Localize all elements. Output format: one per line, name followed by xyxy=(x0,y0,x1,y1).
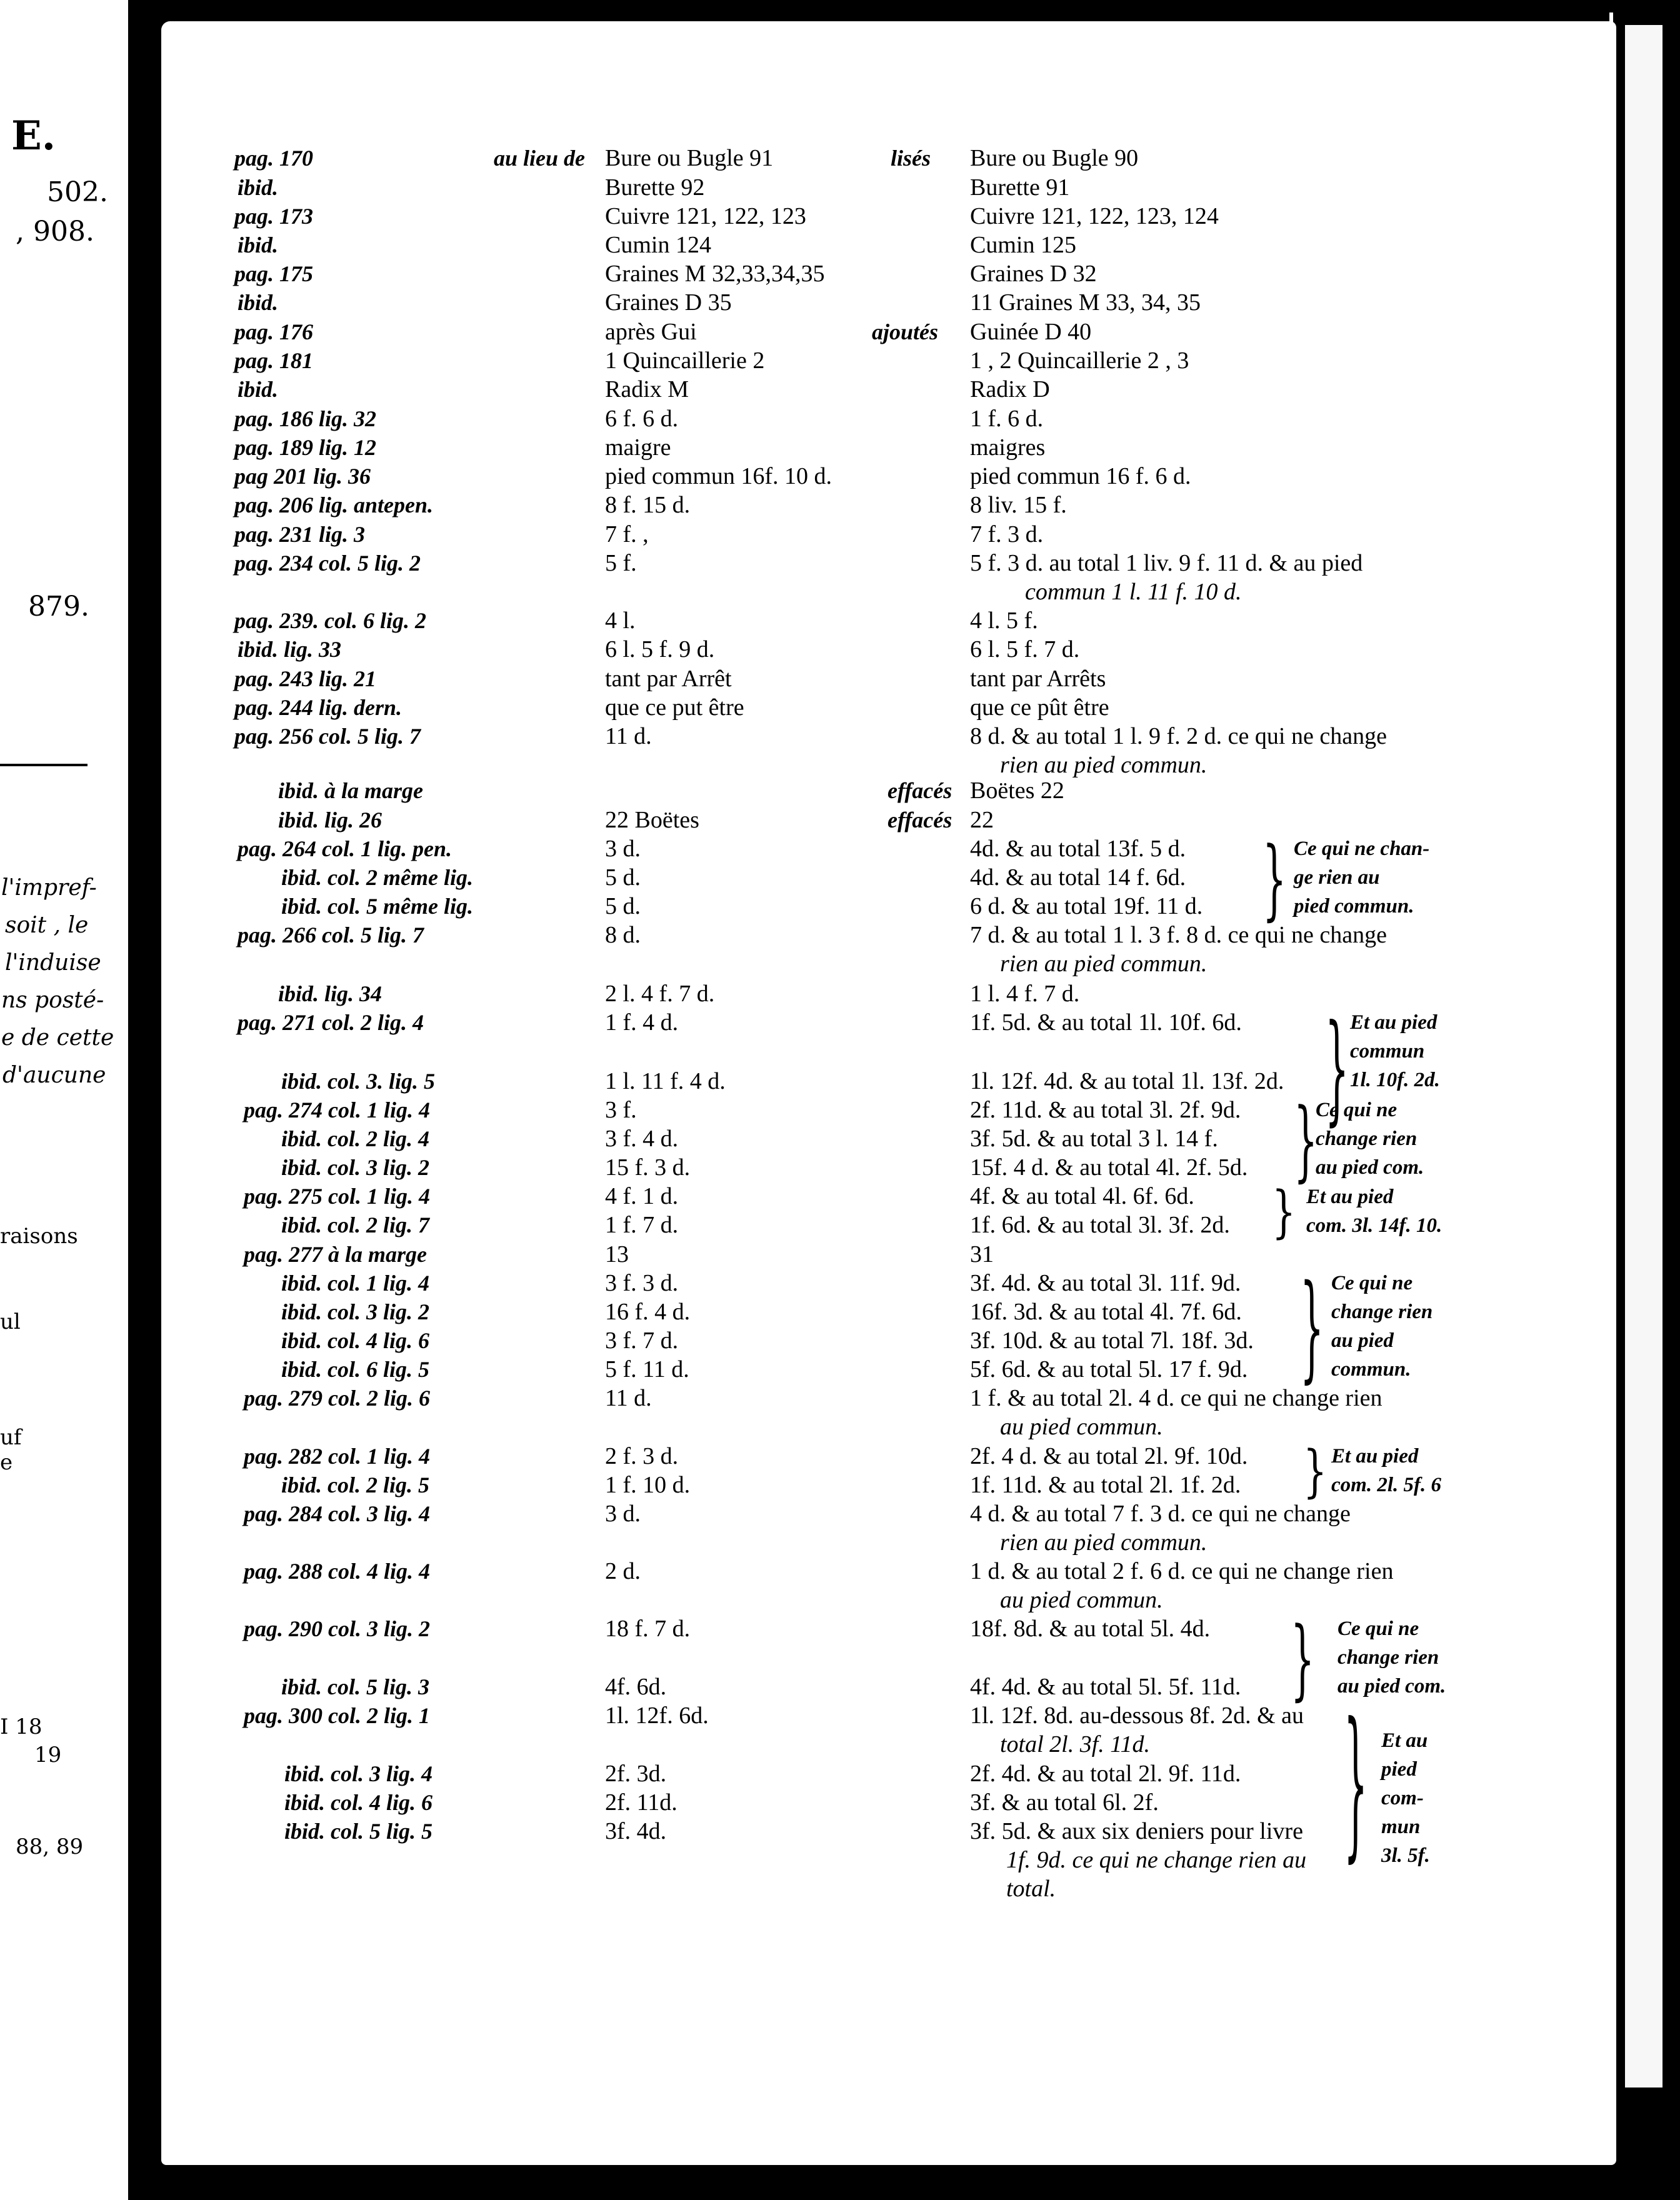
row-reference: pag. 244 lig. dern. xyxy=(234,695,402,720)
row-correct-reading: 16f. 3d. & au total 4l. 7f. 6d. xyxy=(970,1299,1242,1325)
row-reference: ibid. col. 5 lig. 5 xyxy=(284,1819,432,1844)
row-correct-continuation: rien au pied commun. xyxy=(1000,1529,1208,1556)
brace-note-line: mun xyxy=(1381,1816,1421,1838)
row-wrong-reading: après Gui xyxy=(605,319,697,345)
row-reference: ibid. lig. 26 xyxy=(278,808,382,832)
row-correct-continuation: total. xyxy=(1006,1876,1056,1902)
row-correct-reading: 3f. 4d. & au total 3l. 11f. 9d. xyxy=(970,1270,1241,1296)
row-wrong-reading: 2 d. xyxy=(605,1558,641,1584)
row-wrong-reading: 2 l. 4 f. 7 d. xyxy=(605,981,715,1007)
row-reference: pag. 175 xyxy=(234,261,313,286)
row-wrong-reading: maigre xyxy=(605,434,671,461)
row-wrong-reading: Graines M 32,33,34,35 xyxy=(605,261,825,287)
brace-note-line: com. 3l. 14f. 10. xyxy=(1306,1214,1442,1237)
row-wrong-reading: 22 Boëtes xyxy=(605,807,699,833)
row-wrong-reading: 6 f. 6 d. xyxy=(605,406,679,432)
row-wrong-reading: que ce put être xyxy=(605,694,744,721)
brace-icon: } xyxy=(1272,1179,1296,1246)
header-ajoutez: ajoutés xyxy=(872,319,939,344)
row-reference: pag. 256 col. 5 lig. 7 xyxy=(234,724,421,749)
row-reference: pag. 231 lig. 3 xyxy=(234,522,366,547)
row-wrong-reading: 2f. 3d. xyxy=(605,1761,667,1787)
row-wrong-reading: 8 f. 15 d. xyxy=(605,492,691,518)
header-lisez: lisés xyxy=(891,146,931,171)
row-reference: ibid. col. 4 lig. 6 xyxy=(281,1328,429,1353)
left-page-number: 88, 89 xyxy=(16,1834,84,1859)
brace-note-line: Ce qui ne xyxy=(1331,1272,1413,1294)
row-reference: pag. 279 col. 2 lig. 6 xyxy=(244,1386,430,1411)
row-correct-continuation: commun 1 l. 11 f. 10 d. xyxy=(1025,579,1242,605)
row-wrong-reading: 11 d. xyxy=(605,723,652,749)
row-correct-reading: 3f. & au total 6l. 2f. xyxy=(970,1789,1159,1816)
brace-note-line: change rien xyxy=(1316,1128,1418,1150)
brace-icon: } xyxy=(1325,1000,1349,1139)
row-correct-reading: 1 f. & au total 2l. 4 d. ce qui ne change rien xyxy=(970,1385,1382,1411)
row-wrong-reading: 3 f. 7 d. xyxy=(605,1328,679,1354)
row-reference: pag. 264 col. 1 lig. pen. xyxy=(238,836,452,861)
row-wrong-reading: 1 f. 10 d. xyxy=(605,1472,691,1498)
row-correct-reading: 5 f. 3 d. au total 1 liv. 9 f. 11 d. & au pied xyxy=(970,550,1363,576)
row-wrong-reading: Bure ou Bugle 91 xyxy=(605,145,774,171)
left-page-word: uf xyxy=(0,1425,22,1450)
row-wrong-reading: 11 d. xyxy=(605,1385,652,1411)
row-reference: pag. 266 col. 5 lig. 7 xyxy=(238,922,424,948)
row-reference: ibid. col. 3. lig. 5 xyxy=(281,1069,435,1094)
brace-icon: } xyxy=(1291,1609,1315,1711)
row-reference: ibid. col. 3 lig. 4 xyxy=(284,1761,432,1786)
row-wrong-reading: Burette 92 xyxy=(605,174,705,201)
row-wrong-reading: 5 f. 11 d. xyxy=(605,1356,689,1382)
row-wrong-reading: Cuivre 121, 122, 123 xyxy=(605,203,806,229)
row-reference: ibid. col. 2 même lig. xyxy=(281,865,473,890)
row-correct-reading: 7 f. 3 d. xyxy=(970,521,1044,548)
row-reference: pag. 234 col. 5 lig. 2 xyxy=(234,551,421,576)
left-page-title: E. xyxy=(11,112,56,159)
row-correct-reading: 11 Graines M 33, 34, 35 xyxy=(970,289,1201,316)
row-reference: pag 201 lig. 36 xyxy=(234,464,371,489)
left-page-number: I 18 xyxy=(0,1714,42,1739)
row-reference: pag. 181 xyxy=(234,348,313,373)
row-correct-reading: 1l. 12f. 8d. au-dessous 8f. 2d. & au xyxy=(970,1702,1304,1729)
brace-note-line: 1l. 10f. 2d. xyxy=(1350,1069,1440,1091)
row-wrong-reading: 2f. 11d. xyxy=(605,1789,678,1816)
row-correct-reading: 3f. 5d. & aux six deniers pour livre xyxy=(970,1818,1303,1844)
row-wrong-reading: Cumin 124 xyxy=(605,232,711,258)
row-correct-reading: 6 d. & au total 19f. 11 d. xyxy=(970,893,1203,919)
row-correct-reading: 1f. 11d. & au total 2l. 1f. 2d. xyxy=(970,1472,1241,1498)
left-page-line: e de cette xyxy=(1,1025,114,1051)
row-correct-reading: Graines D 32 xyxy=(970,261,1097,287)
brace-note-line: pied xyxy=(1381,1758,1417,1781)
brace-note-line: au pied com. xyxy=(1338,1675,1446,1698)
row-wrong-reading: 3 f. 4 d. xyxy=(605,1126,679,1152)
row-correct-reading: tant par Arrêts xyxy=(970,666,1106,692)
left-page-number: 879. xyxy=(28,591,89,622)
brace-note-line: au pied xyxy=(1331,1329,1394,1352)
brace-note-line: Et au pied xyxy=(1350,1011,1438,1034)
row-correct-reading: 6 l. 5 f. 7 d. xyxy=(970,636,1080,662)
row-wrong-reading: 6 l. 5 f. 9 d. xyxy=(605,636,715,662)
row-correct-reading: Guinée D 40 xyxy=(970,319,1092,345)
brace-icon: } xyxy=(1303,1439,1328,1505)
row-correct-reading: 4f. 4d. & au total 5l. 5f. 11d. xyxy=(970,1674,1241,1700)
row-correct-reading: pied commun 16 f. 6 d. xyxy=(970,463,1191,489)
brace-icon: } xyxy=(1300,1261,1324,1396)
row-correct-reading: 1 f. 6 d. xyxy=(970,406,1044,432)
row-reference: ibid. col. 6 lig. 5 xyxy=(281,1357,429,1382)
row-wrong-reading: 18 f. 7 d. xyxy=(605,1616,691,1642)
left-page-rule xyxy=(0,764,88,766)
row-reference: pag. 170 xyxy=(234,146,313,171)
row-correct-reading: 1 , 2 Quincaillerie 2 , 3 xyxy=(970,348,1189,374)
row-correct-reading: 7 d. & au total 1 l. 3 f. 8 d. ce qui ne change xyxy=(970,922,1387,948)
left-page-line: l'induise xyxy=(5,950,101,976)
left-page-line: d'aucune xyxy=(2,1062,106,1088)
row-wrong-reading: pied commun 16f. 10 d. xyxy=(605,463,832,489)
row-wrong-reading: 3 f. xyxy=(605,1097,637,1123)
row-reference: ibid. col. 2 lig. 5 xyxy=(281,1472,429,1498)
header-effacez: effacés xyxy=(888,778,952,803)
header-effacez: effacés xyxy=(888,808,952,832)
row-reference: pag. 186 lig. 32 xyxy=(234,406,377,431)
row-wrong-reading: 15 f. 3 d. xyxy=(605,1154,691,1181)
brace-note-line: Et au pied xyxy=(1306,1186,1394,1208)
row-correct-reading: 1l. 12f. 4d. & au total 1l. 13f. 2d. xyxy=(970,1068,1284,1094)
row-correct-reading: 18f. 8d. & au total 5l. 4d. xyxy=(970,1616,1211,1642)
left-page-number: 502. xyxy=(47,176,108,208)
row-correct-continuation: rien au pied commun. xyxy=(1000,951,1208,977)
row-reference: pag. 288 col. 4 lig. 4 xyxy=(244,1559,430,1584)
row-reference: pag. 275 col. 1 lig. 4 xyxy=(244,1184,430,1209)
brace-icon: } xyxy=(1344,1689,1368,1879)
row-correct-reading: Radix D xyxy=(970,376,1050,402)
row-reference: ibid. col. 5 même lig. xyxy=(281,894,473,919)
header-au-lieu-de: au lieu de xyxy=(494,146,586,171)
row-reference: ibid. xyxy=(238,175,279,200)
row-wrong-reading: 4 l. xyxy=(605,608,636,634)
row-correct-continuation: rien au pied commun. xyxy=(1000,752,1208,778)
row-reference: ibid. lig. 34 xyxy=(278,981,382,1006)
row-wrong-reading: 5 d. xyxy=(605,864,641,891)
row-wrong-reading: 3 f. 3 d. xyxy=(605,1270,679,1296)
row-wrong-reading: 3f. 4d. xyxy=(605,1818,667,1844)
row-correct-reading: 3f. 10d. & au total 7l. 18f. 3d. xyxy=(970,1328,1254,1354)
row-correct-reading: 4d. & au total 14 f. 6d. xyxy=(970,864,1186,891)
row-correct-continuation: au pied commun. xyxy=(1000,1414,1163,1440)
row-correct-reading: Burette 91 xyxy=(970,174,1070,201)
brace-note-line: 3l. 5f. xyxy=(1381,1844,1430,1867)
row-correct-reading: maigres xyxy=(970,434,1046,461)
row-correct-reading: 1 l. 4 f. 7 d. xyxy=(970,981,1080,1007)
row-reference: ibid. xyxy=(238,232,279,258)
row-reference: pag. 274 col. 1 lig. 4 xyxy=(244,1098,430,1122)
row-wrong-reading: 1 l. 11 f. 4 d. xyxy=(605,1068,726,1094)
brace-note-line: com. 2l. 5f. 6 xyxy=(1331,1474,1441,1496)
row-correct-reading: 22 xyxy=(970,807,994,833)
brace-note-line: commun xyxy=(1350,1040,1425,1062)
brace-note-line: change rien xyxy=(1338,1646,1439,1669)
row-correct-reading: 5f. 6d. & au total 5l. 17 f. 9d. xyxy=(970,1356,1248,1382)
row-reference: ibid. col. 5 lig. 3 xyxy=(281,1674,429,1699)
row-correct-reading: Cumin 125 xyxy=(970,232,1076,258)
row-correct-reading: 15f. 4 d. & au total 4l. 2f. 5d. xyxy=(970,1154,1248,1181)
row-wrong-reading: 3 d. xyxy=(605,1501,641,1527)
row-reference: pag. 277 à la marge xyxy=(244,1242,427,1267)
brace-note-line: commun. xyxy=(1331,1358,1411,1381)
left-page-word: ul xyxy=(0,1309,21,1334)
left-page-line: ns posté- xyxy=(1,988,104,1013)
left-page-line: soit , le xyxy=(5,912,89,938)
row-reference: pag. 173 xyxy=(234,204,313,229)
row-reference: ibid. xyxy=(238,290,279,315)
left-page-number: , 908. xyxy=(16,216,94,248)
row-wrong-reading: Radix M xyxy=(605,376,689,402)
row-correct-reading: 1f. 5d. & au total 1l. 10f. 6d. xyxy=(970,1009,1242,1036)
row-reference: pag. 239. col. 6 lig. 2 xyxy=(234,608,426,633)
left-page-word: raisons xyxy=(0,1224,78,1249)
row-wrong-reading: 3 d. xyxy=(605,836,641,862)
row-correct-reading: Cuivre 121, 122, 123, 124 xyxy=(970,203,1219,229)
row-reference: ibid. xyxy=(238,377,279,402)
row-correct-reading: 4 l. 5 f. xyxy=(970,608,1038,634)
row-reference: ibid. col. 3 lig. 2 xyxy=(281,1299,429,1324)
row-correct-reading: 2f. 4 d. & au total 2l. 9f. 10d. xyxy=(970,1443,1248,1469)
row-wrong-reading: 1 f. 7 d. xyxy=(605,1212,679,1238)
brace-note-line: com- xyxy=(1381,1787,1424,1809)
brace-note-line: Et au pied xyxy=(1331,1445,1419,1468)
brace-note-line: pied commun. xyxy=(1294,895,1414,918)
brace-icon: } xyxy=(1294,1090,1318,1192)
row-correct-reading: 4f. & au total 4l. 6f. 6d. xyxy=(970,1183,1194,1209)
row-reference: pag. 243 lig. 21 xyxy=(234,666,377,691)
brace-note-line: change rien xyxy=(1331,1301,1433,1323)
row-wrong-reading: 4 f. 1 d. xyxy=(605,1183,679,1209)
row-reference: ibid. à la marge xyxy=(278,778,423,803)
row-correct-reading: 2f. 4d. & au total 2l. 9f. 11d. xyxy=(970,1761,1241,1787)
row-correct-reading: 4 d. & au total 7 f. 3 d. ce qui ne change xyxy=(970,1501,1351,1527)
row-reference: pag. 290 col. 3 lig. 2 xyxy=(244,1616,430,1641)
row-reference: pag. 271 col. 2 lig. 4 xyxy=(238,1010,424,1035)
brace-note-line: Ce qui ne xyxy=(1338,1618,1419,1640)
left-page-word: e xyxy=(0,1450,13,1475)
row-reference: pag. 206 lig. antepen. xyxy=(234,492,434,518)
row-correct-reading: Bure ou Bugle 90 xyxy=(970,145,1139,171)
brace-note-line: au pied com. xyxy=(1316,1156,1424,1179)
brace-note-line: Ce qui ne chan- xyxy=(1294,838,1430,860)
row-reference: pag. 300 col. 2 lig. 1 xyxy=(244,1703,430,1728)
row-reference: pag. 189 lig. 12 xyxy=(234,435,377,460)
page-edge-strip xyxy=(1625,25,1662,2088)
row-correct-reading: Boëtes 22 xyxy=(970,778,1064,804)
row-correct-reading: 31 xyxy=(970,1241,994,1268)
row-correct-continuation: 1f. 9d. ce qui ne change rien au xyxy=(1006,1847,1307,1873)
row-reference: ibid. col. 2 lig. 4 xyxy=(281,1126,429,1151)
row-correct-reading: que ce pût être xyxy=(970,694,1109,721)
row-wrong-reading: Graines D 35 xyxy=(605,289,732,316)
row-wrong-reading: 4f. 6d. xyxy=(605,1674,667,1700)
row-correct-continuation: au pied commun. xyxy=(1000,1587,1163,1613)
left-page-number: 19 xyxy=(34,1742,62,1768)
row-wrong-reading: 2 f. 3 d. xyxy=(605,1443,679,1469)
brace-note-line: Et au xyxy=(1381,1729,1428,1752)
row-wrong-reading: 5 f. xyxy=(605,550,637,576)
row-reference: pag. 284 col. 3 lig. 4 xyxy=(244,1501,430,1526)
brace-icon: } xyxy=(1262,829,1287,931)
row-correct-reading: 1 d. & au total 2 f. 6 d. ce qui ne change rien xyxy=(970,1558,1394,1584)
row-correct-reading: 4d. & au total 13f. 5 d. xyxy=(970,836,1186,862)
brace-note-line: ge rien au xyxy=(1294,866,1380,889)
row-reference: pag. 282 col. 1 lig. 4 xyxy=(244,1444,430,1469)
row-correct-reading: 1f. 6d. & au total 3l. 3f. 2d. xyxy=(970,1212,1230,1238)
row-wrong-reading: 1 f. 4 d. xyxy=(605,1009,679,1036)
row-wrong-reading: 7 f. , xyxy=(605,521,649,548)
row-wrong-reading: 1l. 12f. 6d. xyxy=(605,1702,709,1729)
row-reference: ibid. col. 1 lig. 4 xyxy=(281,1271,429,1296)
row-wrong-reading: 13 xyxy=(605,1241,629,1268)
row-correct-continuation: total 2l. 3f. 11d. xyxy=(1000,1731,1150,1758)
row-correct-reading: 3f. 5d. & au total 3 l. 14 f. xyxy=(970,1126,1218,1152)
left-page-fragment xyxy=(0,0,128,2200)
row-wrong-reading: 5 d. xyxy=(605,893,641,919)
row-reference: ibid. col. 4 lig. 6 xyxy=(284,1790,432,1815)
row-reference: ibid. col. 2 lig. 7 xyxy=(281,1212,429,1238)
row-reference: ibid. lig. 33 xyxy=(238,637,342,662)
row-wrong-reading: 1 Quincaillerie 2 xyxy=(605,348,765,374)
left-page-line: l'impref- xyxy=(1,875,97,901)
row-reference: pag. 176 xyxy=(234,319,313,344)
row-correct-reading: 8 d. & au total 1 l. 9 f. 2 d. ce qui ne change xyxy=(970,723,1387,749)
brace-note-line: Ce qui ne xyxy=(1316,1099,1398,1121)
row-wrong-reading: tant par Arrêt xyxy=(605,666,732,692)
row-wrong-reading: 16 f. 4 d. xyxy=(605,1299,691,1325)
row-reference: ibid. col. 3 lig. 2 xyxy=(281,1155,429,1180)
row-wrong-reading: 8 d. xyxy=(605,922,641,948)
row-correct-reading: 2f. 11d. & au total 3l. 2f. 9d. xyxy=(970,1097,1241,1123)
row-correct-reading: 8 liv. 15 f. xyxy=(970,492,1067,518)
book-gutter xyxy=(128,0,162,2200)
